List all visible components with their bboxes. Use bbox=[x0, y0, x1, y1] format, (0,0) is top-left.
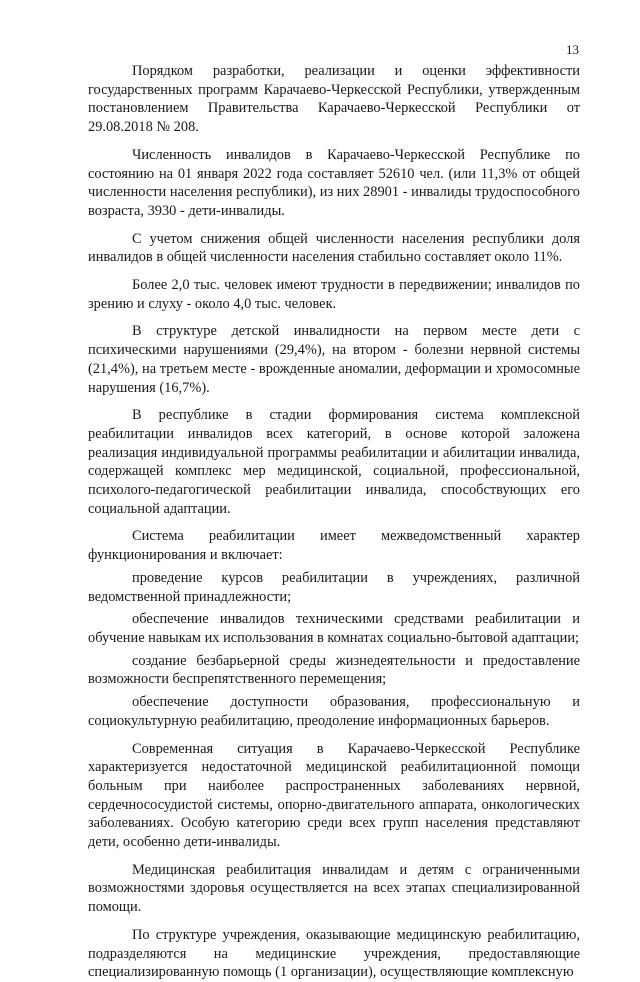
list-item: обеспечение инвалидов техническими средствами реабилитации и обучение навыкам их использования в комнатах социально-бытовой адаптации; bbox=[88, 611, 580, 646]
paragraph: С учетом снижения общей численности населения республики доля инвалидов в общей численности населения стабильно составляет около 11%. bbox=[88, 230, 580, 266]
paragraph: Система реабилитации имеет межведомственный характер функционирования и включает: bbox=[88, 528, 580, 564]
page-number: 13 bbox=[566, 42, 579, 57]
paragraph: В структуре детской инвалидности на первом месте дети с психическими нарушениями (29,4%), на втором - болезни нервной системы (21,4%), на третьем месте - врожденные аномалии, деформации и хромосомные нарушения (16,7%). bbox=[88, 323, 580, 396]
paragraph: Медицинская реабилитация инвалидам и детям с ограниченными возможностями здоровья осуществляется на всех этапах специализированной помощи. bbox=[88, 861, 580, 916]
paragraph: Более 2,0 тыс. человек имеют трудности в передвижении; инвалидов по зрению и слуху - около 4,0 тыс. человек. bbox=[88, 277, 580, 312]
list-item: создание безбарьерной среды жизнедеятельности и предоставление возможности беспрепятственного перемещения; bbox=[88, 652, 580, 688]
list-item: обеспечение доступности образования, профессиональную и социокультурную реабилитацию, преодоление информационных барьеров. bbox=[88, 694, 580, 729]
document-body bbox=[88, 62, 580, 982]
list-item: проведение курсов реабилитации в учреждениях, различной ведомственной принадлежности; bbox=[88, 569, 580, 605]
paragraph: Порядком разработки, реализации и оценки эффективности государственных программ Карачаево-Черкесской Республики, утвержденным постановлением Правительства Карачаево-Черкесской Республики от 29.08.2018 № 208. bbox=[88, 63, 580, 136]
paragraph: Современная ситуация в Карачаево-Черкесской Республике характеризуется недостаточной медицинской реабилитационной помощи больным при наиболее распространенных заболеваниях нервной, сердечнососудистой системы, опорно-двигательного аппарата, онкологических заболеваниях. Особую категорию среди всех групп населения представляют дети, особенно дети-инвалиды. bbox=[88, 740, 580, 851]
paragraph: По структуре учреждения, оказывающие медицинскую реабилитацию, подразделяются на медицинские учреждения, предоставляющие специализированную помощь (1 организации), осуществляющие комплексную bbox=[88, 926, 580, 981]
paragraph: В республике в стадии формирования система комплексной реабилитации инвалидов всех категорий, в основе которой заложена реализация индивидуальной программы реабилитации и абилитации инвалида, содержащей комплекс мер медицинской, социальной, профессиональной, психолого-педагогической реабилитации инвалида, способствующих его социальной адаптации. bbox=[88, 407, 580, 517]
paragraph: Численность инвалидов в Карачаево-Черкесской Республике по состоянию на 01 января 2022 года составляет 52610 чел. (или 11,3% от общей численности населения республики), из них 28901 - инвалиды трудоспособного возраста, 3930 - дети-инвалиды. bbox=[88, 146, 580, 219]
